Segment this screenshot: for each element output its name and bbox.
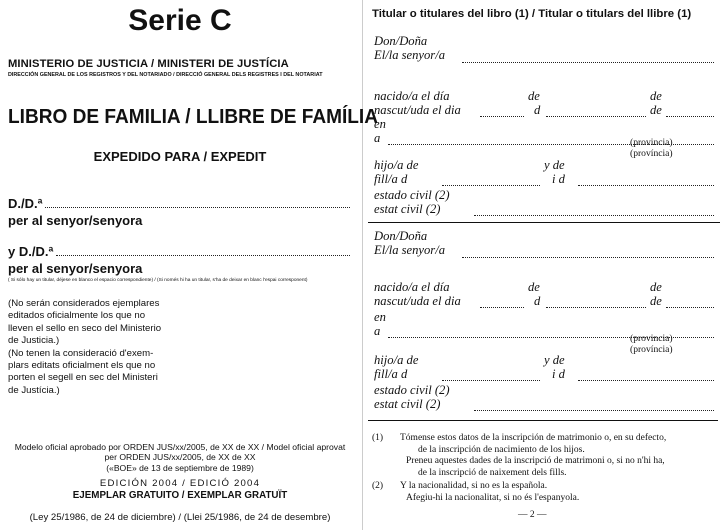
birth-month-field[interactable]: [546, 307, 646, 308]
and-of-label-ca: i d: [552, 367, 565, 381]
warning-line: de Justicia.): [8, 335, 60, 347]
holder-1-prefix: D./D.ª: [8, 196, 43, 211]
holder-block-2: [374, 229, 716, 419]
father-field[interactable]: [442, 380, 540, 381]
ministry-heading: MINISTERIO DE JUSTICIA / MINISTERI DE JUSTÍCIA: [8, 58, 289, 70]
of-label: de: [650, 89, 662, 103]
parents-label: hijo/a de: [374, 353, 419, 367]
mother-field[interactable]: [578, 185, 714, 186]
model-line: Modelo oficial aprobado por ORDEN JUS/xx/2005, de XX de XX / Model oficial aprovat: [14, 442, 346, 452]
of-label: de: [528, 280, 540, 294]
civil-status-label: estado civil (2): [374, 188, 450, 202]
holder-block-1: [374, 34, 716, 224]
of-label-ca: d: [534, 103, 541, 117]
holder-2-field[interactable]: [8, 244, 350, 276]
civil-status-field[interactable]: [474, 215, 714, 216]
province-label: (provincia): [630, 137, 673, 148]
footnote-separator: [368, 420, 718, 421]
and-of-label: y de: [544, 158, 565, 172]
official-seal-warning: [8, 298, 208, 397]
model-line: («BOE» de 13 de septiembre de 1989): [106, 462, 254, 473]
page-number: — 2 —: [518, 510, 547, 520]
footnote-number: (1): [372, 433, 384, 443]
footnote-line: de la inscripción de nacimiento de los hijos.: [418, 444, 585, 455]
footnote-number: (2): [372, 481, 384, 491]
birth-day-field[interactable]: [480, 307, 524, 308]
footnote-line: Y la nacionalidad, si no es la española.: [400, 481, 548, 491]
birth-year-field[interactable]: [666, 116, 714, 117]
issued-for-heading: EXPEDIDO PARA / EXPEDIT: [93, 149, 267, 164]
birth-date-label-ca: nascut/uda el dia: [374, 294, 461, 308]
civil-status-field[interactable]: [474, 410, 714, 411]
book-title: LIBRO DE FAMILIA / LLIBRE DE FAMÍLIA: [8, 105, 378, 128]
birth-day-field[interactable]: [480, 116, 524, 117]
holder-1-dotted-line: [45, 206, 350, 208]
law-reference: (Ley 25/1986, de 24 de diciembre) / (Llei 25/1986, de 24 de desembre): [29, 512, 331, 523]
holder-1-field[interactable]: [8, 196, 350, 228]
parents-label: hijo/a de: [374, 158, 419, 172]
footnote-line: Tómense estos datos de la inscripción de matrimonio o, en su defecto,: [400, 433, 667, 443]
province-label-ca: (província): [630, 344, 673, 355]
free-copy-line: EJEMPLAR GRATUITO / EXEMPLAR GRATUÏT: [72, 490, 288, 501]
holder-2-dotted-line: [56, 254, 350, 256]
civil-status-label-ca: estat civil (2): [374, 397, 441, 411]
civil-status-label-ca: estat civil (2): [374, 202, 441, 216]
birth-month-field[interactable]: [546, 116, 646, 117]
name-label-ca: El/la senyor/a: [374, 48, 446, 62]
birth-date-label: nacido/a el día: [374, 89, 450, 103]
of-label-ca: de: [650, 103, 662, 117]
and-of-label: y de: [544, 353, 565, 367]
father-field[interactable]: [442, 185, 540, 186]
series-title: Serie C: [128, 4, 232, 37]
holders-title: Titular o titulares del libro (1) / Titular o titulars del llibre (1): [372, 8, 692, 20]
of-label-ca: de: [650, 294, 662, 308]
province-label-ca: (província): [630, 148, 673, 159]
page-spine: [362, 0, 363, 530]
footnote-line: de la inscripció de naixement dels fills.: [418, 467, 567, 478]
model-line: per ORDEN JUS/xx/2005, de XX de XX: [104, 452, 256, 463]
name-field[interactable]: [462, 62, 714, 63]
and-of-label-ca: i d: [552, 172, 565, 186]
name-label: Don/Doña: [374, 34, 428, 48]
block-separator: [368, 222, 720, 223]
footnote-line: Afegiu-hi la nacionalitat, si no és l'espanyola.: [406, 492, 580, 503]
parents-label-ca: fill/a d: [374, 172, 408, 186]
of-label: de: [528, 89, 540, 103]
holder-1-suffix: per al senyor/senyora: [8, 213, 143, 228]
holders-page: [368, 0, 720, 530]
mother-field[interactable]: [578, 380, 714, 381]
birth-year-field[interactable]: [666, 307, 714, 308]
warning-line: porten el segell en sec del Ministeri: [8, 372, 158, 384]
civil-status-label: estado civil (2): [374, 383, 450, 397]
warning-line: (No tenen la consideració d'exem-: [8, 347, 154, 359]
name-label-ca: El/la senyor/a: [374, 243, 446, 257]
warning-line: editados oficialmente los que no: [8, 310, 146, 322]
of-label-ca: d: [534, 294, 541, 308]
place-label-ca: a: [374, 131, 381, 145]
province-label: (provincia): [630, 333, 673, 344]
holder-2-prefix: y D./D.ª: [8, 244, 54, 259]
footnote-line: Preneu aquestes dades de la inscripció de matrimoni o, si no n'hi ha,: [406, 456, 665, 466]
warning-line: lleven el sello en seco del Ministerio: [8, 322, 162, 334]
footnote-2: [372, 481, 716, 505]
name-label: Don/Doña: [374, 229, 428, 243]
holder-2-suffix: per al senyor/senyora: [8, 261, 143, 276]
warning-line: de Justícia.): [8, 384, 60, 396]
edition-line: EDICIÓN 2004 / EDICIÓ 2004: [99, 478, 261, 489]
place-label: en: [374, 117, 386, 131]
name-field[interactable]: [462, 257, 714, 258]
single-holder-note: ( Si sólo hay un titular, déjese en blanco el espacio correspondiente) / (Si només hi ha un titular, s'ha de deixar en blanc l'espai corresponent): [8, 278, 308, 283]
directorate-line: DIRECCIÓN GENERAL DE LOS REGISTROS Y DEL NOTARIADO / DIRECCIÓ GENERAL DELS REGISTRES I DEL NOTARIAT: [8, 72, 323, 78]
footnote-1: [372, 433, 716, 481]
warning-line: (No serán considerados ejemplares: [8, 298, 160, 309]
place-label: en: [374, 310, 386, 324]
warning-line: plars editats oficialment els que no: [8, 360, 156, 372]
parents-label-ca: fill/a d: [374, 367, 408, 381]
birth-date-label: nacido/a el día: [374, 280, 450, 294]
of-label: de: [650, 280, 662, 294]
place-label-ca: a: [374, 324, 381, 338]
official-model-note: [0, 442, 360, 473]
birth-date-label-ca: nascut/uda el dia: [374, 103, 461, 117]
